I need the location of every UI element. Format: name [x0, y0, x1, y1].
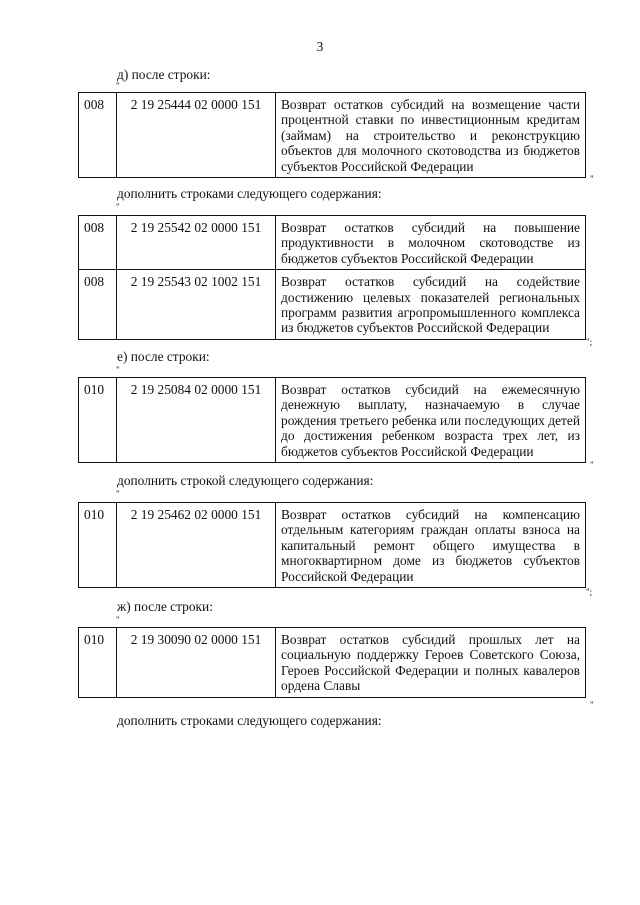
table-row [79, 378, 586, 463]
budget-item-name: Возврат остатков субсидий на содействие достижению целевых показателей региональных программ развития агропромышленного комплекса из бюджетов субъектов Российской Федерации [276, 270, 586, 340]
budget-code: 2 19 25444 02 0000 151 [117, 93, 276, 178]
section-heading: дополнить строками следующего содержания: [117, 713, 382, 728]
budget-item-name: Возврат остатков субсидий на ежемесячную денежную выплату, назначаемую в случае рождения третьего ребенка или последующих детей до достижения ребенком возраста трех лет, из бюджетов субъектов Российской Федерации [276, 378, 586, 463]
opening-quote: " [116, 615, 120, 625]
section-heading: ж) после строки: [117, 599, 213, 614]
admin-code: 010 [79, 503, 117, 588]
section-heading: д) после строки: [117, 67, 211, 82]
closing-quote: "; [586, 587, 593, 597]
budget-item-name: Возврат остатков субсидий на возмещение части процентной ставки по инвестиционным кредитам (займам) на строительство и реконструкцию объектов для молочного скотоводства из бюджетов субъектов Российской Федерации [276, 93, 586, 178]
opening-quote: " [116, 81, 120, 91]
closing-quote: " [590, 460, 594, 470]
budget-code: 2 19 25543 02 1002 151 [117, 270, 276, 340]
closing-quote: " [590, 174, 594, 184]
section-heading: дополнить строкой следующего содержания: [117, 473, 374, 488]
section-heading: е) после строки: [117, 349, 210, 364]
budget-item-name: Возврат остатков субсидий на повышение продуктивности в молочном скотоводстве из бюджетов субъектов Российской Федерации [276, 216, 586, 270]
closing-quote: "; [586, 337, 593, 347]
budget-code: 2 19 30090 02 0000 151 [117, 628, 276, 698]
budget-item-name: Возврат остатков субсидий на компенсацию отдельным категориям граждан оплаты взноса на капитальный ремонт общего имущества в многоквартирном доме из бюджетов субъектов Российской Федерации [276, 503, 586, 588]
budget-code: 2 19 25084 02 0000 151 [117, 378, 276, 463]
table-row [79, 270, 586, 340]
admin-code: 010 [79, 628, 117, 698]
budget-table [78, 502, 586, 588]
admin-code: 008 [79, 93, 117, 178]
closing-quote: " [590, 700, 594, 710]
admin-code: 010 [79, 378, 117, 463]
admin-code: 008 [79, 270, 117, 340]
admin-code: 008 [79, 216, 117, 270]
budget-code: 2 19 25542 02 0000 151 [117, 216, 276, 270]
budget-table [78, 377, 586, 463]
page-number: 3 [316, 39, 324, 54]
budget-table [78, 627, 586, 698]
table-row [79, 216, 586, 270]
opening-quote: " [116, 365, 120, 375]
budget-table [78, 92, 586, 178]
table-row [79, 93, 586, 178]
budget-item-name: Возврат остатков субсидий прошлых лет на социальную поддержку Героев Советского Союза, Героев Российской Федерации и полных кавалеров ордена Славы [276, 628, 586, 698]
budget-code: 2 19 25462 02 0000 151 [117, 503, 276, 588]
budget-table [78, 215, 586, 340]
section-heading: дополнить строками следующего содержания: [117, 186, 382, 201]
opening-quote: " [116, 202, 120, 212]
table-row [79, 628, 586, 698]
table-row [79, 503, 586, 588]
opening-quote: " [116, 489, 120, 499]
